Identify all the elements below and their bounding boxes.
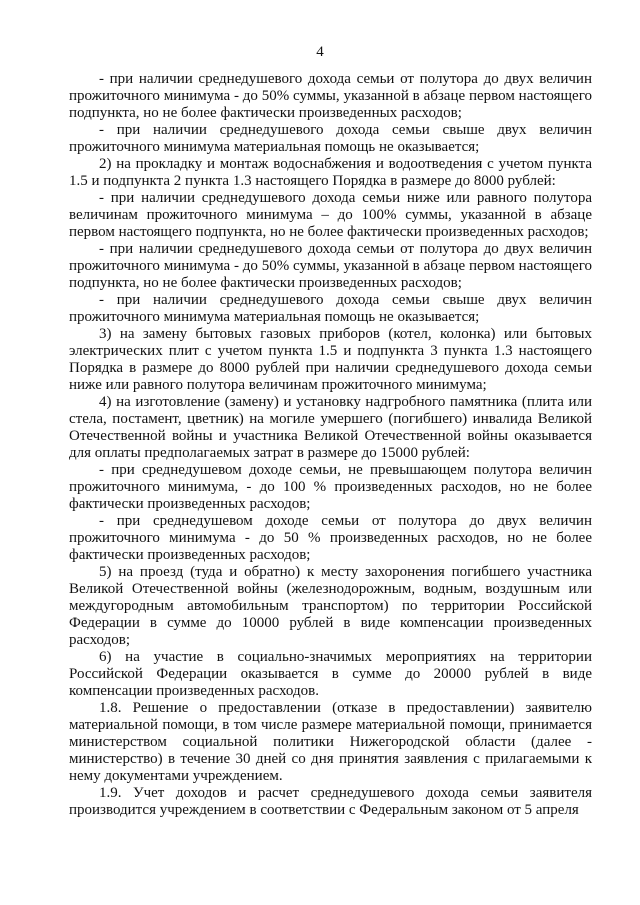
paragraph: - при наличии среднедушевого дохода семьи свыше двух величин прожиточного минимума материальная помощь не оказывается; (69, 292, 592, 325)
paragraph: 3) на замену бытовых газовых приборов (котел, колонка) или бытовых электрических плит с учетом пункта 1.5 и подпункта 3 пункта 1.3 настоящего Порядка в размере до 8000 рублей при наличии среднедушевого дохода семьи ниже или равного полутора величинам прожиточного минимума; (69, 326, 592, 393)
document-body (69, 71, 592, 819)
paragraph: 5) на проезд (туда и обратно) к месту захоронения погибшего участника Великой Отечественной войны (железнодорожным, водным, воздушным или междугородным автомобильным транспортом) по территории Российской Федерации в сумме до 10000 рублей в виде компенсации произведенных расходов; (69, 564, 592, 648)
paragraph: - при среднедушевом доходе семьи от полутора до двух величин прожиточного минимума - до 50 % произведенных расходов, но не более фактически произведенных расходов; (69, 513, 592, 563)
paragraph: - при наличии среднедушевого дохода семьи от полутора до двух величин прожиточного минимума - до 50% суммы, указанной в абзаце первом настоящего подпункта, но не более фактически произведенных расходов; (69, 71, 592, 121)
paragraph: - при наличии среднедушевого дохода семьи свыше двух величин прожиточного минимума материальная помощь не оказывается; (69, 122, 592, 155)
page-number: 4 (316, 44, 324, 60)
paragraph: 1.8. Решение о предоставлении (отказе в предоставлении) заявителю материальной помощи, в том числе размере материальной помощи, принимается министерством социальной политики Нижегородской области (далее - министерство) в течение 30 дней со дня принятия заявления с прилагаемыми к нему документами учреждением. (69, 700, 592, 784)
paragraph: 1.9. Учет доходов и расчет среднедушевого дохода семьи заявителя производится учреждением в соответствии с Федеральным законом от 5 апреля (69, 785, 592, 818)
paragraph: - при среднедушевом доходе семьи, не превышающем полутора величин прожиточного минимума, - до 100 % произведенных расходов, но не более фактически произведенных расходов; (69, 462, 592, 512)
paragraph: 6) на участие в социально-значимых мероприятиях на территории Российской Федерации оказывается в сумме до 20000 рублей в виде компенсации произведенных расходов. (69, 649, 592, 699)
paragraph: - при наличии среднедушевого дохода семьи от полутора до двух величин прожиточного минимума - до 50% суммы, указанной в абзаце первом настоящего подпункта, но не более фактически произведенных расходов; (69, 241, 592, 291)
paragraph: 4) на изготовление (замену) и установку надгробного памятника (плита или стела, постамент, цветник) на могиле умершего (погибшего) инвалида Великой Отечественной войны и участника Великой Отечественной войны оказывается для оплаты предполагаемых затрат в размере до 15000 рублей: (69, 394, 592, 461)
paragraph: 2) на прокладку и монтаж водоснабжения и водоотведения с учетом пункта 1.5 и подпункта 2 пункта 1.3 настоящего Порядка в размере до 8000 рублей: (69, 156, 592, 189)
paragraph: - при наличии среднедушевого дохода семьи ниже или равного полутора величинам прожиточного минимума – до 100% суммы, указанной в абзаце первом настоящего подпункта, но не более фактически произведенных расходов; (69, 190, 592, 240)
